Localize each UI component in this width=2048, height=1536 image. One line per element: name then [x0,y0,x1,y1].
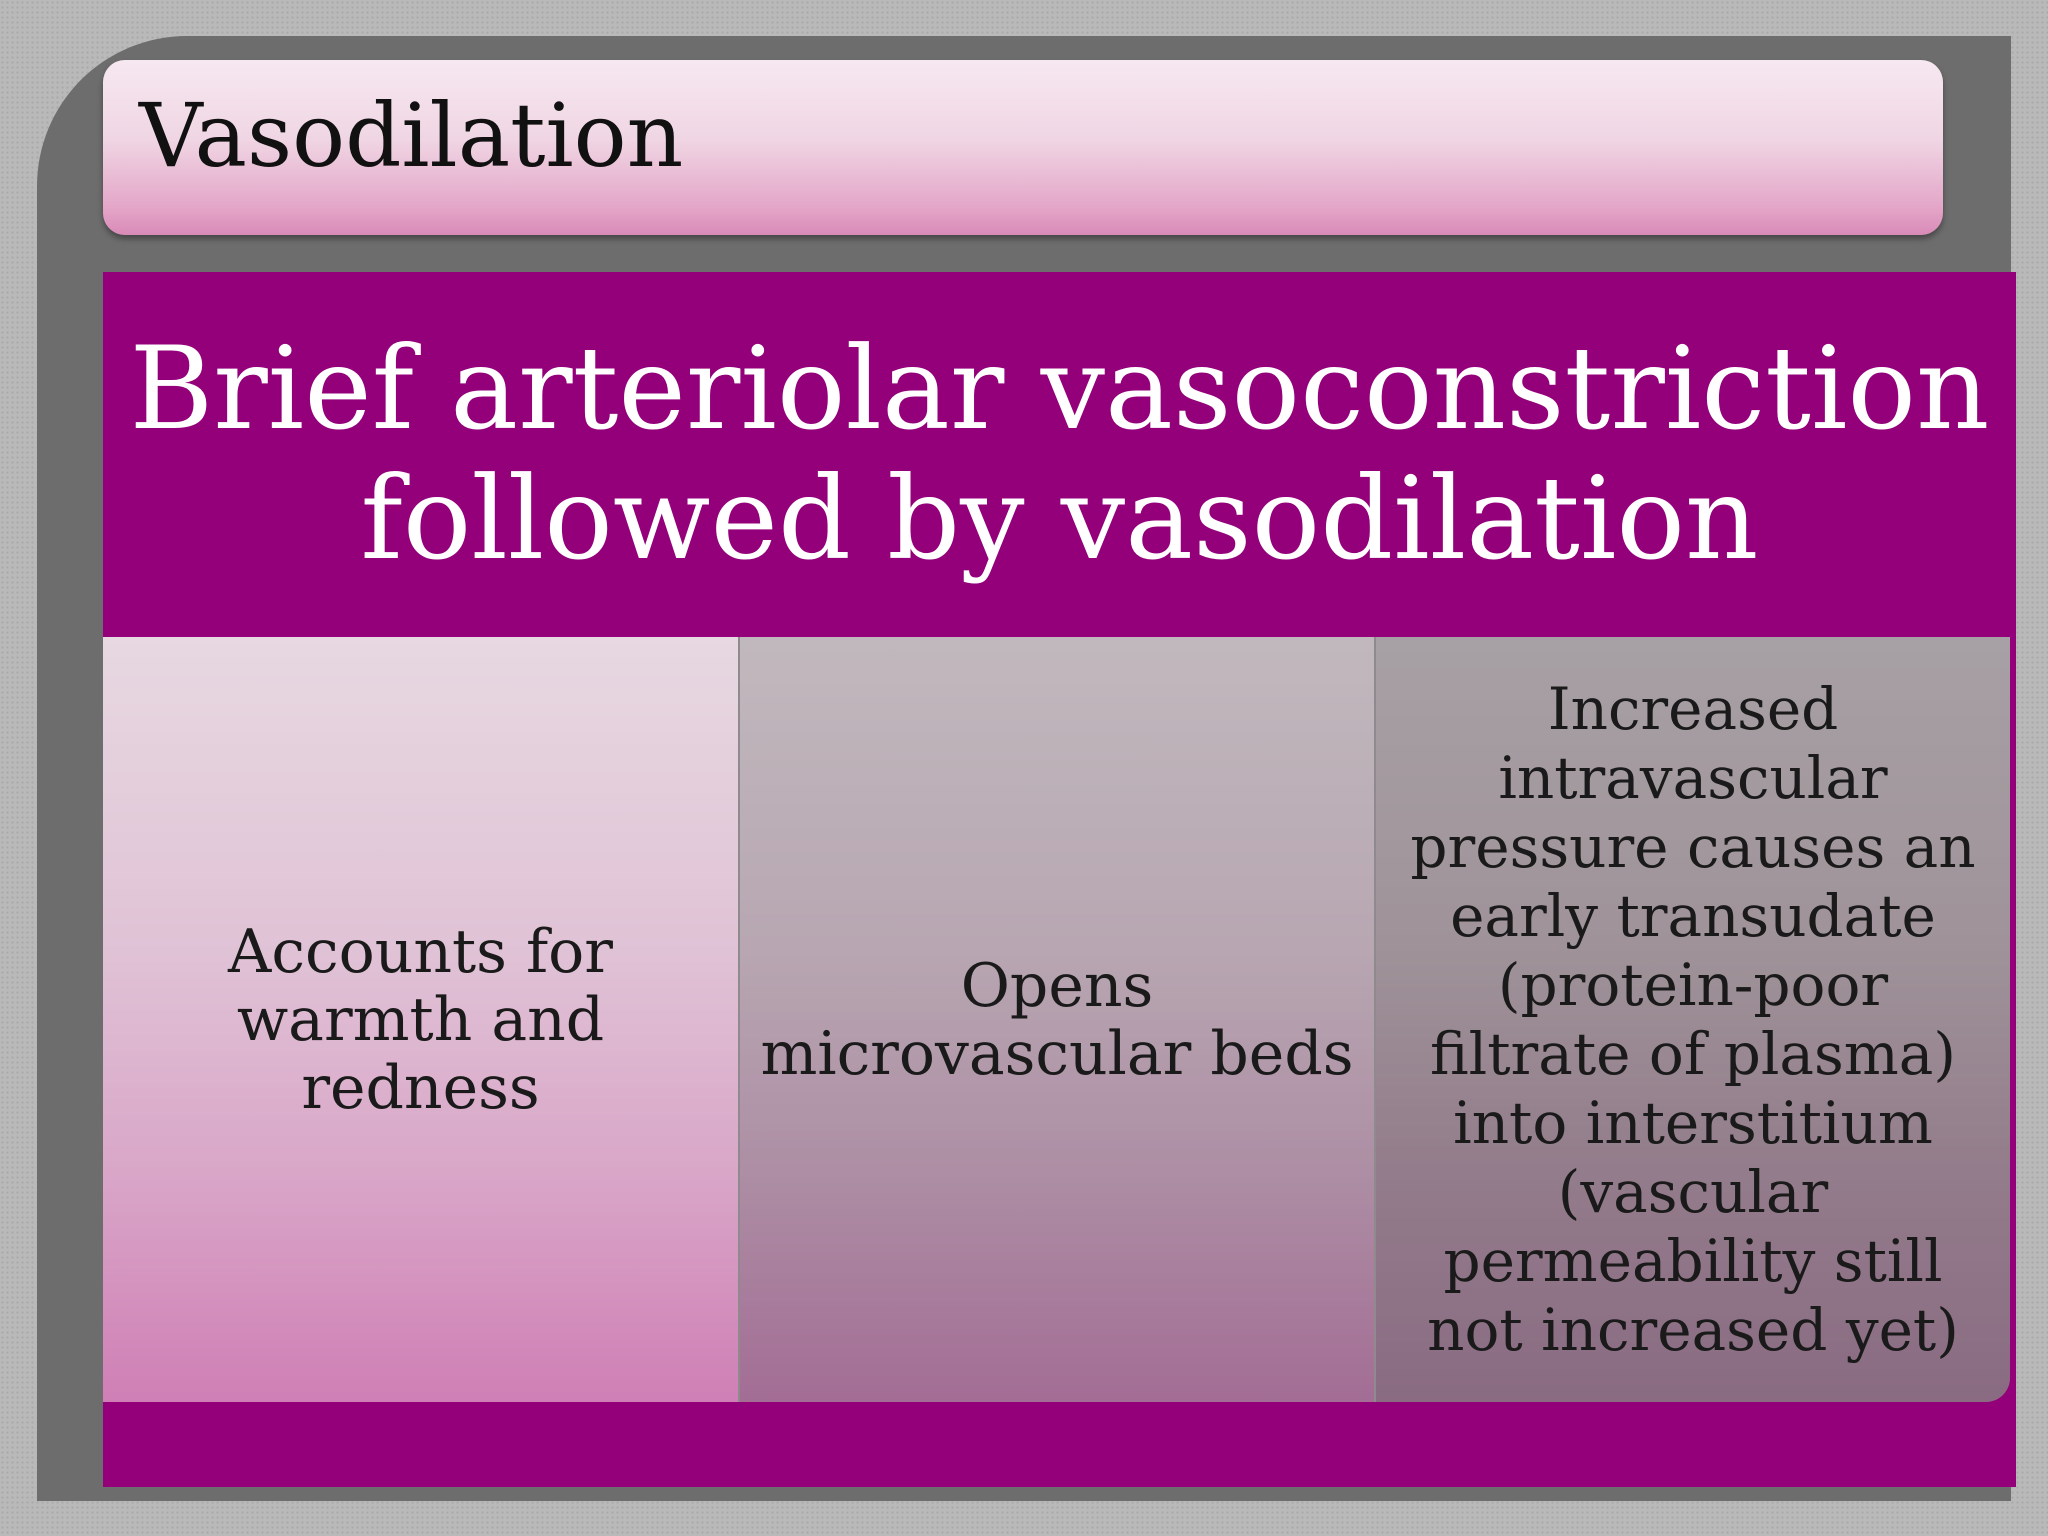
column-line: warmth and [236,984,605,1055]
column-line: permeability still [1443,1226,1943,1295]
column-line: (protein-poor [1497,950,1889,1019]
column-line: pressure causes an [1410,812,1976,881]
column-line: Accounts for [228,916,613,987]
headline-line-1: Brief arteriolar vasoconstriction [129,322,1990,455]
column-warmth-redness [103,637,740,1402]
headline [103,324,2016,584]
columns-row [103,637,2010,1402]
column-line: (vascular [1557,1157,1829,1226]
column-line: Opens [960,950,1154,1021]
column-text [218,918,623,1122]
column-line: microvascular beds [760,1018,1354,1089]
column-line: into interstitium [1453,1088,1933,1157]
column-line: filtrate of plasma) [1430,1019,1956,1088]
title-bar [103,60,1943,235]
column-text [1400,675,1985,1365]
column-microvascular-beds [740,637,1376,1402]
column-line: Increased [1547,674,1839,743]
column-line: not increased yet) [1427,1295,1959,1364]
headline-line-2: followed by vasodilation [360,452,1759,585]
column-text [750,952,1363,1088]
slide-title: Vasodilation [139,84,684,187]
column-line: intravascular [1498,743,1888,812]
column-line: early transudate [1450,881,1936,950]
column-transudate [1376,637,2010,1402]
column-line: redness [301,1052,540,1123]
